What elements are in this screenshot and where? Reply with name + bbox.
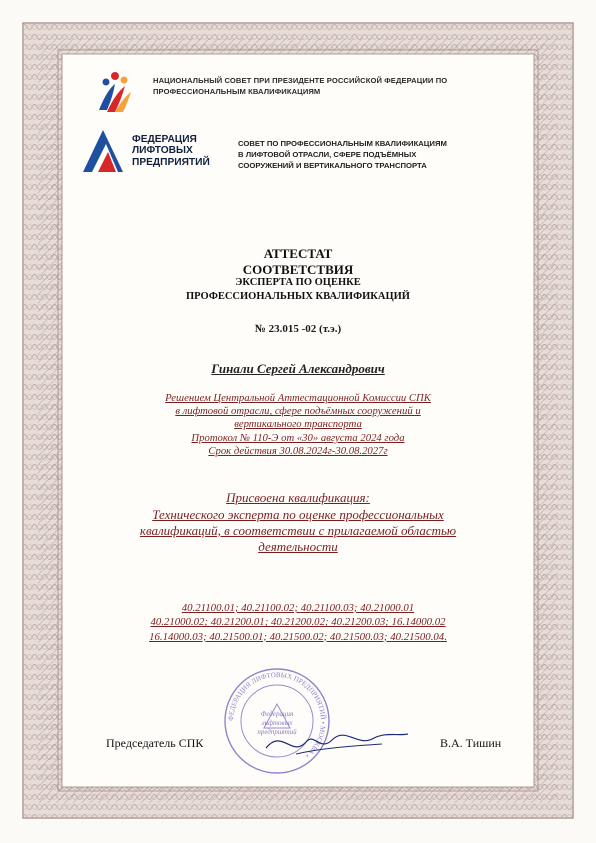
federation-header (78, 126, 538, 182)
national-council-text: НАЦИОНАЛЬНЫЙ СОВЕТ ПРИ ПРЕЗИДЕНТЕ РОССИЙСКОЙ ФЕДЕРАЦИИ ПО ПРОФЕССИОНАЛЬНЫМ КВАЛИФИКАЦИЯМ (153, 76, 448, 96)
certificate-title-2: СООТВЕТСТВИЯ (242, 262, 354, 277)
national-council-header (93, 70, 533, 120)
national-council-logo (93, 70, 133, 118)
certificate-title: АТТЕСТАТ (263, 246, 333, 261)
svg-text:ФЕДЕРАЦИЯ ЛИФТОВЫХ ПРЕДПРИЯТИЙ: ФЕДЕРАЦИЯ ЛИФТОВЫХ ПРЕДПРИЯТИЙ • МОСКВА • (226, 670, 328, 760)
svg-text:лифтовых: лифтовых (261, 719, 293, 727)
svg-text:Федерация: Федерация (260, 710, 294, 718)
chairman-signature (262, 718, 412, 768)
decision-block: Решением Центральной Аттестационной Комиссии СПК в лифтовой отрасли, сфере подъёмных сооружений и вертикального транспорта Протокол № 110-Э от «30» августа 2024 года Срок действия 30.08.2024г-30.08.2027г (165, 392, 431, 457)
chairman-name: В.А. Тишин (440, 736, 502, 750)
qualification-codes: 40.21100.01; 40.21100.02; 40.21100.03; 40.21000.01 40.21000.02; 40.21200.01; 40.21200.02; 40.21200.03; 16.14000.02 16.14000.03; 40.21500.01; 40.21500.02; 40.21500.03; 40.21500.04. (149, 602, 447, 643)
svg-text:предприятий: предприятий (257, 728, 297, 736)
certificate-subtitle-2: ПРОФЕССИОНАЛЬНЫХ КВАЛИФИКАЦИЙ (186, 291, 410, 302)
certificate-subtitle: ЭКСПЕРТА ПО ОЦЕНКЕ (235, 277, 361, 288)
federation-name: ФЕДЕРАЦИЯ ЛИФТОВЫХ ПРЕДПРИЯТИЙ (132, 134, 210, 168)
qualification-text: Технического эксперта по оценке профессиональных квалификаций, в соответствии с прилагаемой областью деятельности (139, 507, 457, 554)
federation-logo (78, 126, 128, 176)
holder-name: Гинали Сергей Александрович (211, 361, 385, 376)
spk-council-name: СОВЕТ ПО ПРОФЕССИОНАЛЬНЫМ КВАЛИФИКАЦИЯМ В ЛИФТОВОЙ ОТРАСЛИ, СФЕРЕ ПОДЪЁМНЫХ СООРУЖЕНИЙ И ВЕРТИКАЛЬНОГО ТРАНСПОРТА (238, 139, 447, 170)
certificate-number: № 23.015 -02 (т.э.) (254, 323, 342, 335)
qualification-heading: Присвоена квалификация: (226, 490, 370, 505)
chairman-label: Председатель СПК (106, 736, 204, 750)
